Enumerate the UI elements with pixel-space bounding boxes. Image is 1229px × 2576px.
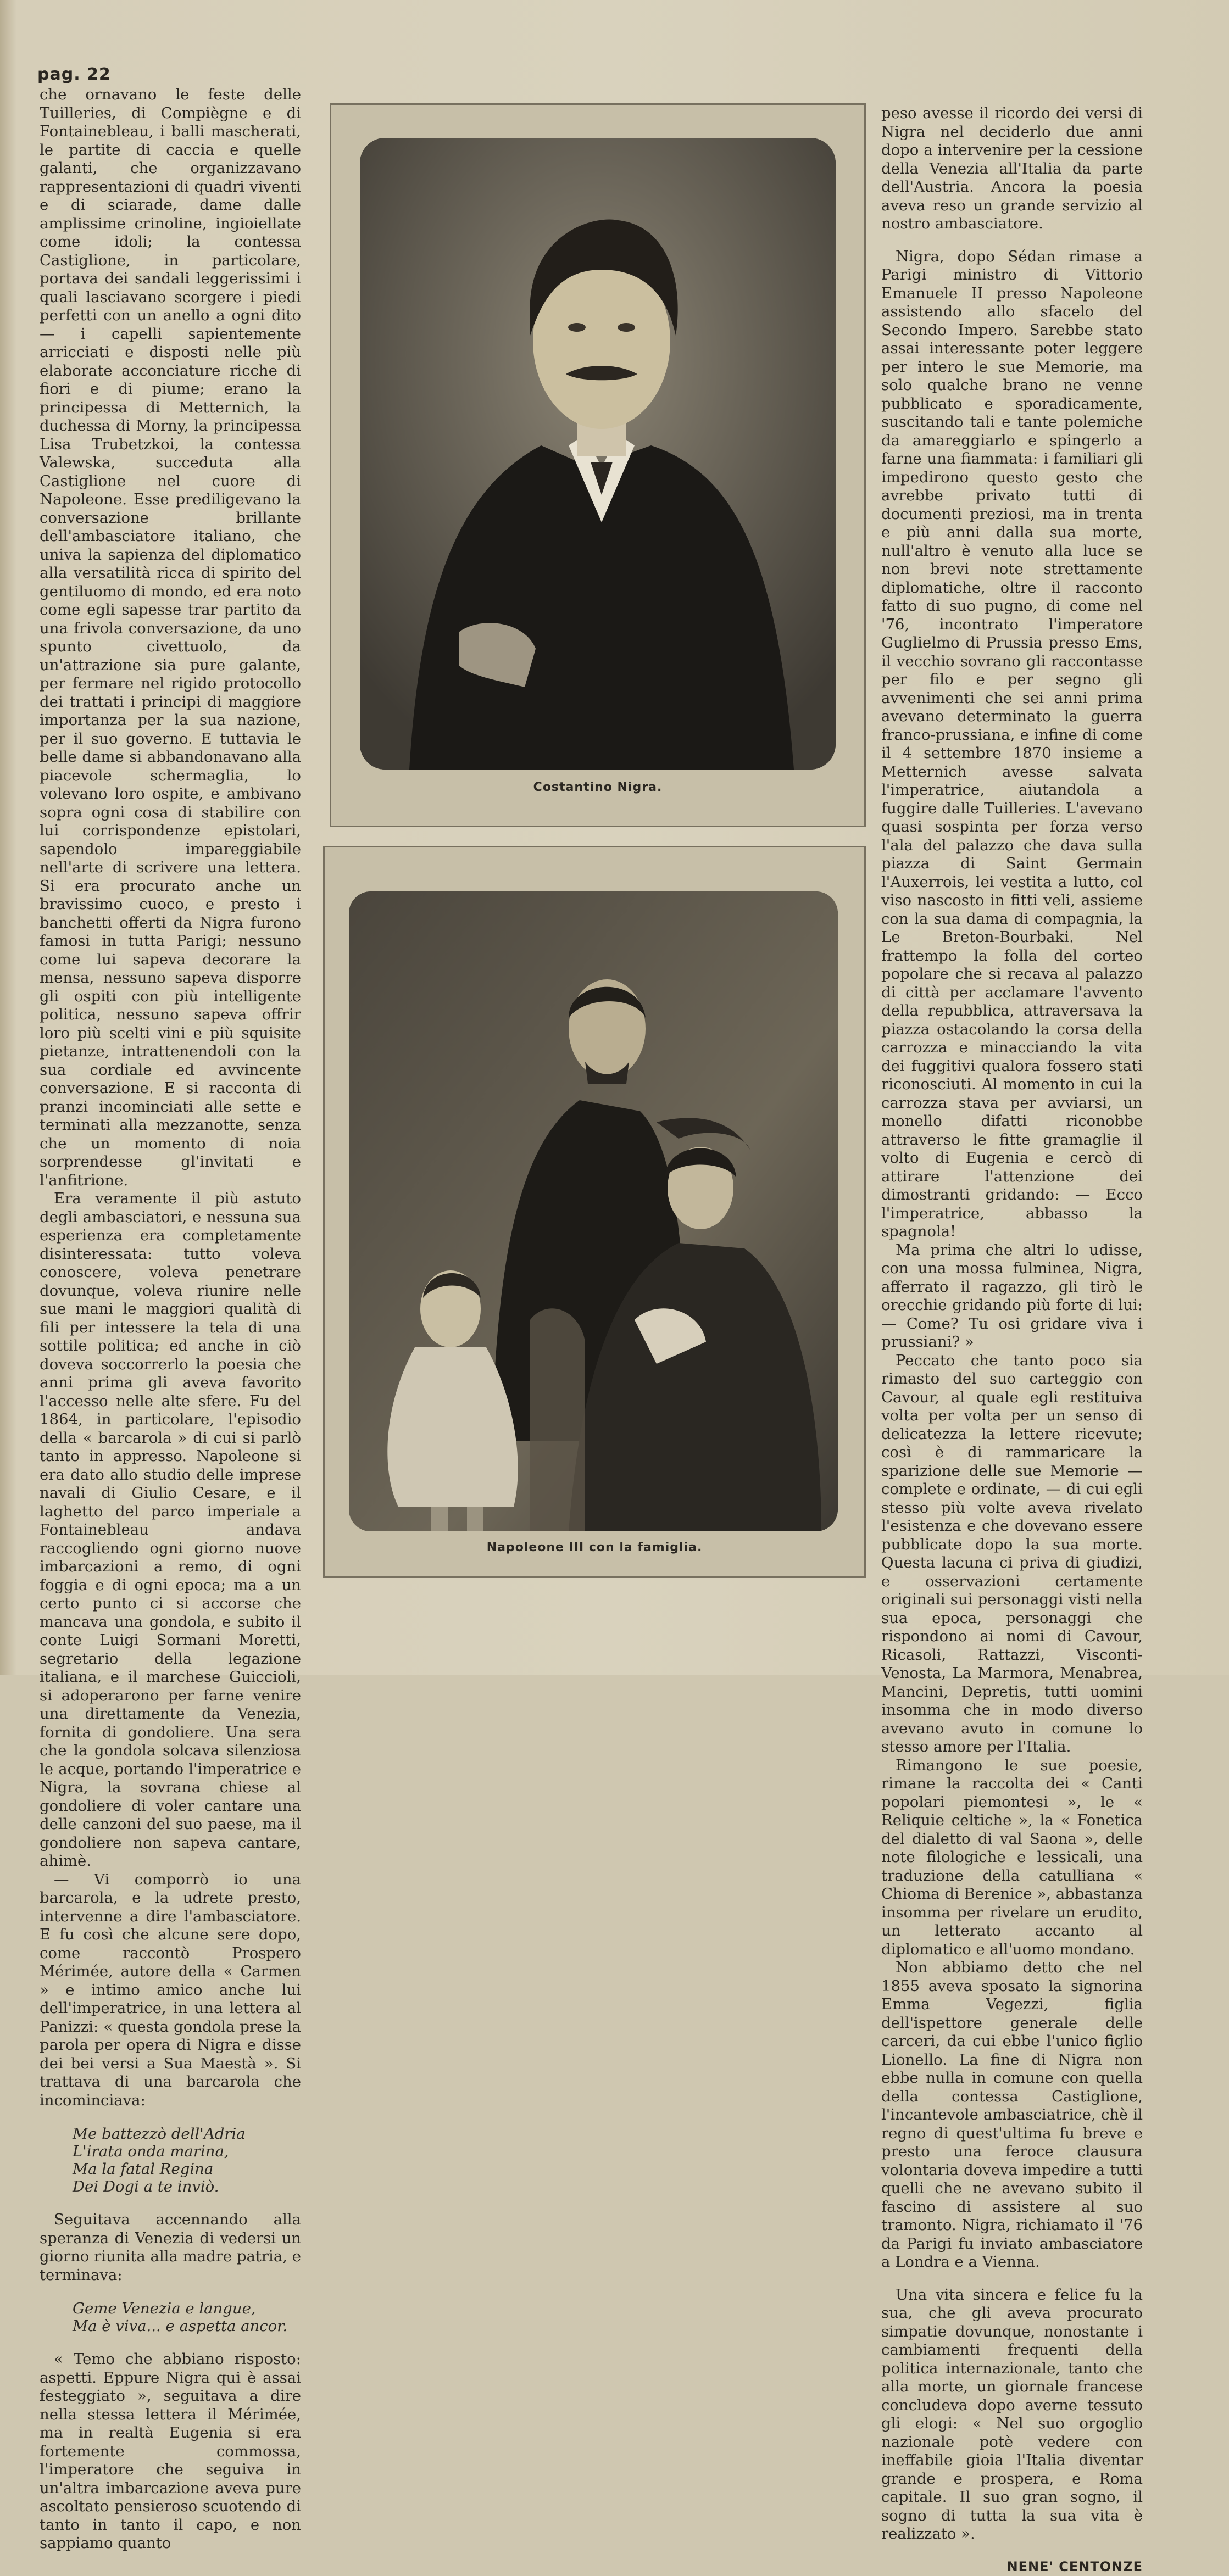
paragraph-gap (881, 233, 1143, 248)
figure-portrait (330, 103, 866, 827)
verse-line: Ma è viva... e aspetta ancor. (73, 2317, 301, 2335)
author-signature: NENE' CENTONZE (881, 2558, 1143, 2576)
column-left (40, 86, 301, 2553)
family-photo (349, 891, 838, 1531)
verse-block (73, 2125, 301, 2195)
page-number: pag. 22 (37, 65, 111, 84)
verse-line: Me battezzò dell'Adria (73, 2125, 301, 2143)
paragraph: Seguitava accennando alla speranza di Venezia di vedersi un giorno riunita alla madre patria, e terminava: (40, 2211, 301, 2284)
figure-caption: Costantino Nigra. (331, 780, 864, 794)
paragraph: Una vita sincera e felice fu la sua, che gli aveva procurato simpatie dovunque, nonostante i cambiamenti frequenti della politica internazionale, tanto che alla morte, un giornale francese concludeva dopo averne tessuto gli elogi: « Nel suo orgoglio nazionale potè vedere con ineffabile gioia l'Italia diventar grande e prospera, e Roma capitale. Il suo gran sogno, il sogno di tutta la sua vita è realizzato ». (881, 2286, 1143, 2544)
paragraph: Non abbiamo detto che nel 1855 aveva sposato la signorina Emma Vegezzi, figlia dell'ispettore generale delle carceri, da cui ebbe l'unico figlio Lionello. La fine di Nigra non ebbe nulla in comune con quella della contessa Castiglione, l'incantevole ambasciatrice, chè il regno di quest'ultima fu breve e presto una feroce clausura volontaria doveva impedire a tutti quelli che ne avevano subito il fascino di assistere al suo tramonto. Nigra, richiamato il '76 da Parigi fu inviato ambasciatore a Londra e a Vienna. (881, 1959, 1143, 2272)
verse-line: Ma la fatal Regina (73, 2160, 301, 2178)
paragraph: peso avesse il ricordo dei versi di Nigra nel deciderlo due anni dopo a intervenire per la cessione della Venezia all'Italia da parte dell'Austria. Ancora la poesia aveva reso un grande servizio al nostro ambasciatore. (881, 104, 1143, 233)
figure-caption: Napoleone III con la famiglia. (325, 1541, 864, 1554)
paragraph-gap (881, 2272, 1143, 2286)
column-right (881, 104, 1143, 2576)
paragraph: Nigra, dopo Sédan rimase a Parigi ministro di Vittorio Emanuele II presso Napoleone assistendo allo sfacelo del Secondo Impero. Sarebbe stato assai interessante poter leggere per intero le sue Memorie, ma solo qualche brano ne venne pubblicato e sporadicamente, suscitando tali e tante polemiche da amareggiarlo e spingerlo a farne una fiammata: i familiari gli impedirono questo gesto che avrebbe privato tutti di documenti preziosi, ma in trenta e più anni dalla sua morte, null'altro è venuto alla luce se non brevi note strettamente diplomatiche, oltre il racconto fatto di suo pugno, di come nel '76, incontrato l'imperatore Guglielmo di Prussia presso Ems, il vecchio sovrano gli raccontasse per filo e per segno gli avvenimenti che sei anni prima avevano determinato la guerra franco-prussiana, e infine di come il 4 settembre 1870 insieme a Metternich avesse salvata l'imperatrice, aiutandola a fuggire dalle Tuilleries. L'avevano quasi sospinta per forza verso l'ala del palazzo che dava sulla piazza di Saint Germain l'Auxerrois, lei vestita a lutto, col viso nascosto in fitti veli, assieme con la sua dama di compagnia, la Le Breton-Bourbaki. Nel frattempo la folla del corteo popolare che si recava al palazzo di città per acclamare l'avvento della repubblica, attraversava la piazza ostacolando la corsa della carrozza e minacciando la vita dei fuggitivi qualora fossero stati riconosciuti. Al momento in cui la carrozza stava per avviarsi, un monello difatti riconobbe attraverso le fitte gramaglie il volto di Eugenia e cercò di attirare l'attenzione dei dimostranti gridando: — Ecco l'imperatrice, abbasso la spagnola! (881, 248, 1143, 1241)
verse-line: Dei Dogi a te inviò. (73, 2178, 301, 2195)
portrait-illustration (360, 138, 836, 770)
paragraph: Ma prima che altri lo udisse, con una mossa fulminea, Nigra, afferrato il ragazzo, gli tirò le orecchie gridando più forte di lui: — Come? Tu osi gridare viva i prussiani? » (881, 1241, 1143, 1352)
paragraph: — Vi comporrò io una barcarola, e la udrete presto, intervenne a dire l'ambasciatore. E fu così che alcune sere dopo, come raccontò Prospero Mérimée, autore della « Carmen » e intimo amico anche lui dell'imperatrice, in una lettera al Panizzi: « questa gondola prese la parola per opera di Nigra e disse dei bei versi a Sua Maestà ». Si trattava di una barcarola che incominciava: (40, 1871, 301, 2110)
paragraph: « Temo che abbiano risposto: aspetti. Eppure Nigra qui è assai festeggiato », seguitava a dire nella stessa lettera il Mérimée, ma in realtà Eugenia si era fortemente commossa, l'imperatore che seguiva in un'altra imbarcazione aveva pure ascoltato pensieroso scuotendo di tanto in tanto il capo, e non sappiamo quanto (40, 2350, 301, 2553)
figure-family (323, 846, 866, 1578)
paragraph: Rimangono le sue poesie, rimane la raccolta dei « Canti popolari piemontesi », le « Reliquie celtiche », la « Fonetica del dialetto di val Saona », delle note filologiche e lessicali, una traduzione della catulliana « Chioma di Berenice », abbastanza insomma per rivelare un erudito, un letterato accanto al diplomatico e all'uomo mondano. (881, 1757, 1143, 1959)
verse-line: L'irata onda marina, (73, 2143, 301, 2160)
paragraph: Peccato che tanto poco sia rimasto del suo carteggio con Cavour, al quale egli restituiva volta per volta per un senso di delicatezza la lettere ricevute; così è di rammaricare la sparizione delle sue Memorie — complete e ordinate, — di cui egli stesso più volte aveva rivelato l'esistenza e che dovevano essere pubblicate dopo la sua morte. Questa lacuna ci priva di giudizi, e osservazioni certamente originali sui personaggi visti nella sua epoca, personaggi che rispondono ai nomi di Cavour, Ricasoli, Rattazzi, Visconti-Venosta, La Marmora, Menabrea, Mancini, Depretis, tutti uomini insomma che in modo diverso avevano avuto in comune lo stesso amore per l'Italia. (881, 1352, 1143, 1757)
portrait-photo (360, 138, 836, 770)
paragraph: Era veramente il più astuto degli ambasciatori, e nessuna sua esperienza era completamente disinteressata: tutto voleva conoscere, voleva penetrare dovunque, voleva riunire nelle sue mani le maggiori qualità di fili per intessere la tela di una sottile politica; ed anche in ciò doveva soccorrerlo la poesia che anni prima gli aveva favorito l'accesso nelle alte sfere. Fu del 1864, in particolare, l'episodio della « barcarola » di cui si parlò tanto in appresso. Napoleone si era dato allo studio delle imprese navali di Giulio Cesare, e il laghetto del parco imperiale a Fontainebleau andava raccogliendo ogni giorno nuove imbarcazioni a remo, di ogni foggia e di ogni epoca; ma a un certo punto ci si accorse che mancava una gondola, e subito il conte Luigi Sormani Moretti, segretario della legazione italiana, e il marchese Guiccioli, si adoperarono per farne venire una direttamente da Venezia, fornita di gondoliere. Una sera che la gondola solcava silenziosa le acque, portando l'imperatrice e Nigra, la sovrana chiese al gondoliere di voler cantare una delle canzoni del suo paese, ma il gondoliere non sapeva cantare, ahimè. (40, 1190, 301, 1871)
verse-block (73, 2300, 301, 2335)
verse-line: Geme Venezia e langue, (73, 2300, 301, 2317)
family-illustration (349, 891, 838, 1531)
paragraph: che ornavano le feste delle Tuilleries, di Compiègne e di Fontainebleau, i balli mascherati, le partite di caccia e quelle galanti, che organizzavano rappresentazioni di quadri viventi e di sciarade, dame dalle amplissime crinoline, ingioiellate come idoli; la contessa Castiglione, in particolare, portava dei sandali leggerissimi i quali lasciavano scorgere i piedi perfetti con un anello a ogni dito — i capelli sapientemente arricciati e disposti nelle più elaborate acconciature ricche di fiori e di piume; erano la principessa di Metternich, la duchessa di Morny, la principessa Lisa Trubetzkoi, la contessa Valewska, succeduta alla Castiglione nel cuore di Napoleone. Esse prediligevano la conversazione brillante dell'ambasciatore italiano, che univa la sapienza del diplomatico alla versatilità ricca di spirito del gentiluomo di mondo, ed era noto come egli sapesse trar partito da una frivola conversazione, da uno spunto civettuolo, da un'attrazione sia pure galante, per fermare nel rigido protocollo dei trattati i principi di maggiore importanza per la sua nazione, per il suo governo. E tuttavia le belle dame si abbandonavano alla piacevole schermaglia, lo volevano loro ospite, e ambivano sopra ogni cosa di stabilire con lui corrispondenze epistolari, sapendolo impareggiabile nell'arte di scrivere una lettera. Si era procurato anche un bravissimo cuoco, e presto i banchetti offerti da Nigra furono famosi in tutta Parigi; nessuno come lui sapeva decorare la mensa, nessuno sapeva disporre gli ospiti con più intelligente politica, nessuno sapeva offrir loro più scelti vini e più squisite pietanze, intrattenendoli con la sua cordiale ed avvincente conversazione. E si racconta di pranzi incominciati alle sette e terminati alla mezzanotte, senza che un momento di noia sorprendesse gl'invitati e l'anfitrione. (40, 86, 301, 1190)
